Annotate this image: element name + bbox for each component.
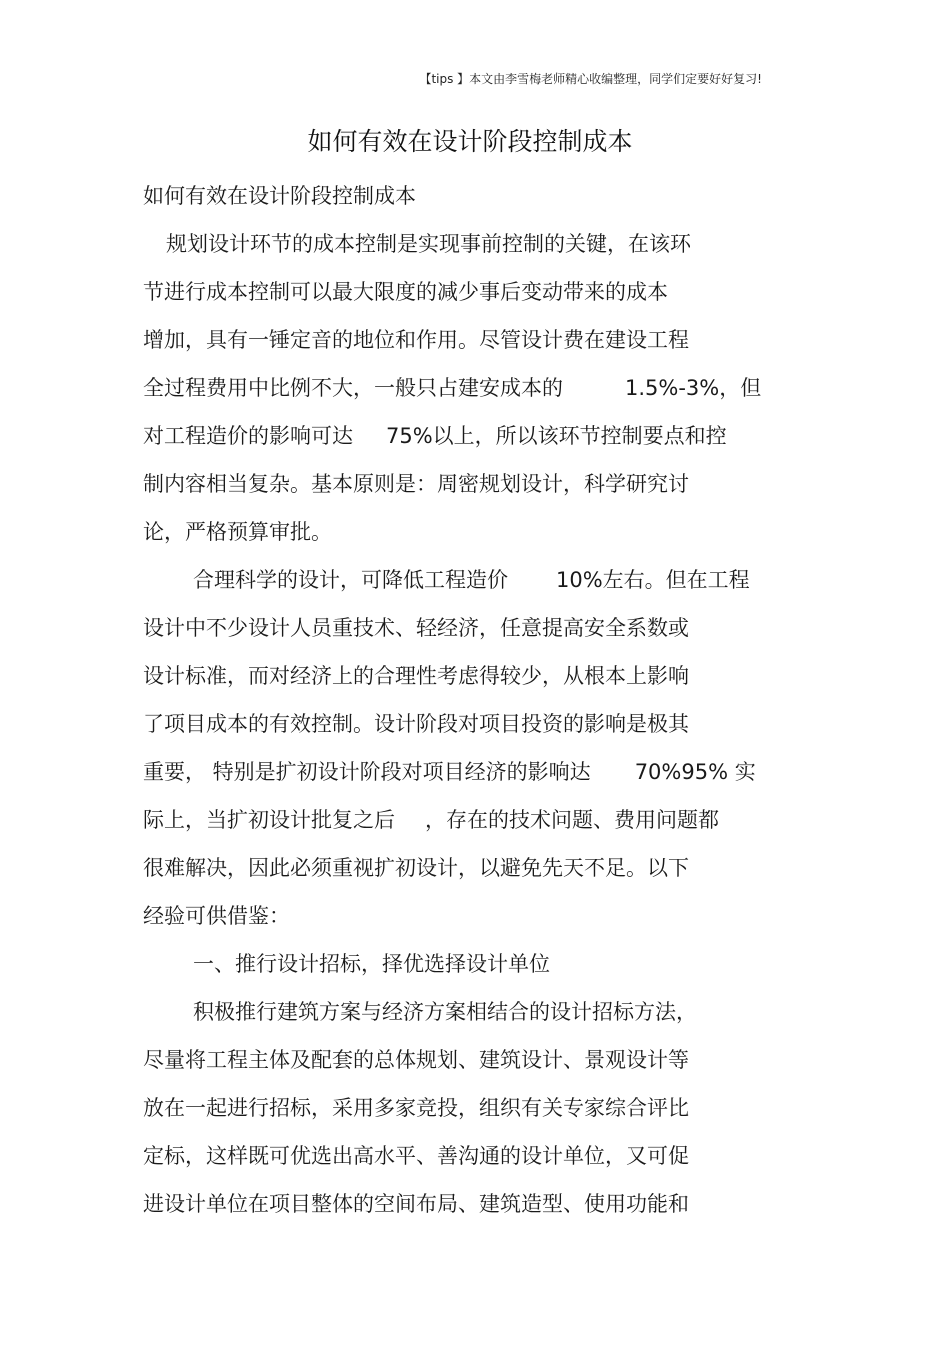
paragraph-line: 经验可供借鉴： [143, 904, 290, 928]
paragraph-line: 际上，当扩初设计批复之后 ，存在的技术问题、费用问题都 [143, 808, 719, 832]
paragraph-line: 很难解决，因此必须重视扩初设计，以避免先天不足。以下 [143, 856, 689, 880]
paragraph-line: 尽量将工程主体及配套的总体规划、建筑设计、景观设计等 [143, 1048, 689, 1072]
paragraph-line: 规划设计环节的成本控制是实现事前控制的关键，在该环 [166, 232, 691, 256]
paragraph-line: 放在一起进行招标，采用多家竞投，组织有关专家综合评比 [143, 1096, 689, 1120]
paragraph-line: 进设计单位在项目整体的空间布局、建筑造型、使用功能和 [143, 1192, 689, 1216]
paragraph-line: 设计标准，而对经济上的合理性考虑得较少，从根本上影响 [143, 664, 689, 688]
document-title: 如何有效在设计阶段控制成本 [307, 127, 633, 156]
paragraph-line: 增加，具有一锤定音的地位和作用。尽管设计费在建设工程 [143, 328, 689, 352]
paragraph-line: 合理科学的设计，可降低工程造价 10%左右。但在工程 [193, 568, 750, 592]
paragraph-line: 节进行成本控制可以最大限度的减少事后变动带来的成本 [143, 280, 668, 304]
paragraph-line: 了项目成本的有效控制。设计阶段对项目投资的影响是极其 [143, 712, 689, 736]
paragraph-line: 重要， 特别是扩初设计阶段对项目经济的影响达 70%95% 实 [143, 760, 756, 784]
paragraph-line: 设计中不少设计人员重技术、轻经济，任意提高安全系数或 [143, 616, 689, 640]
paragraph-line: 全过程费用中比例不大，一般只占建安成本的 1.5%-3%，但 [143, 376, 762, 400]
paragraph-line: 制内容相当复杂。基本原则是：周密规划设计，科学研究讨 [143, 472, 689, 496]
paragraph-line: 论，严格预算审批。 [143, 520, 332, 544]
paragraph-line: 定标，这样既可优选出高水平、善沟通的设计单位，又可促 [143, 1144, 689, 1168]
document-subtitle: 如何有效在设计阶段控制成本 [143, 184, 416, 208]
header-tips-note: 【tips 】本文由李雪梅老师精心收编整理，同学们定要好好复习! [419, 72, 762, 86]
document-body [143, 178, 823, 1234]
paragraph-line: 对工程造价的影响可达 75%以上，所以该环节控制要点和控 [143, 424, 727, 448]
paragraph-line: 积极推行建筑方案与经济方案相结合的设计招标方法， [193, 1000, 697, 1024]
section-heading: 一、推行设计招标，择优选择设计单位 [193, 952, 550, 976]
